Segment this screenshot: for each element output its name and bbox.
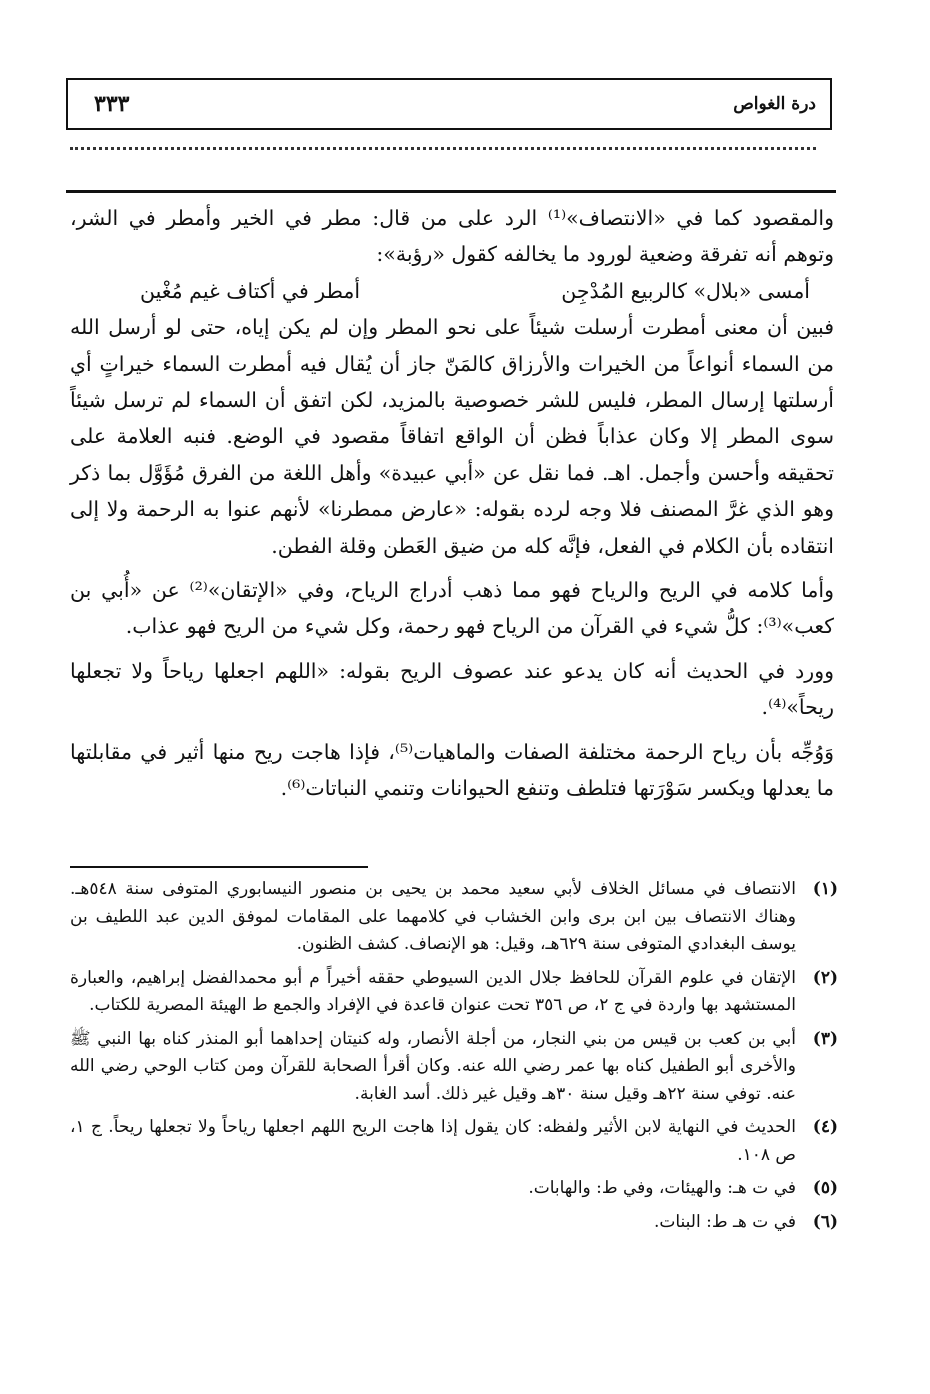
footnotes (70, 876, 838, 1242)
page-number: ٣٣٣ (94, 91, 130, 117)
footnote-item (70, 965, 838, 1020)
verse-second-hemistich: أمطر في أكتاف غيم مُغْين (140, 278, 361, 303)
footnote-text: الانتصاف في مسائل الخلاف لأبي سعيد محمد بن يحيى بن منصور النيسابوري المتوفى سنة ٥٤٨هـ. وهناك الانتصاف بين ابن برى وابن الخشاب في كلامهما على المقامات لموفق الدين عبد اللطيف بن يوسف البغدادي المتوفى سنة ٦٢٩هـ، وقيل: هو الإنصاف. كشف الظنون. (70, 879, 796, 954)
paragraph-3: وأما كلامه في الريح والرياح فهو مما ذهب أدراج الرياح، وفي «الإتقان»⁽²⁾ عن «أُبي بن كعب»⁽³⁾: كلُّ شيء في القرآن من الرياح فهو رحمة، وكل شيء من الريح فهو عذاب. (70, 578, 834, 639)
footnote-text: الإتقان في علوم القرآن للحافظ جلال الدين السيوطي حققه أخيراً م أبو محمدالفضل إبراهيم، والعبارة المستشهد بها واردة في ج ٢، ص ٣٥٦ تحت عنوان قاعدة في الإفراد والجمع ط الهيئة المصرية للكتاب. (70, 967, 796, 1015)
poetry-verse (70, 273, 834, 309)
footnote-number: (٦) (812, 1211, 838, 1232)
dotted-separator (70, 147, 816, 150)
running-header (66, 78, 832, 130)
footnote-number: (٤) (812, 1117, 838, 1137)
footnote-item (70, 1209, 838, 1237)
footnote-item (70, 1026, 838, 1109)
paragraph-4: وورد في الحديث أنه كان يدعو عند عصوف الريح بقوله: «اللهم اجعلها رياحاً ولا تجعلها ريحاً»⁽⁴⁾. (70, 658, 834, 720)
footnote-number: (١) (812, 879, 838, 899)
header-title: درة الغواص (733, 94, 816, 114)
paragraph-1: والمقصود كما في «الانتصاف»⁽¹⁾ الرد على من قال: مطر في الخير وأمطر في الشر، وتوهم أنه تفرقة وضعية لورود ما يخالفه كقول «رؤبة»: (70, 206, 834, 267)
footnote-item (70, 876, 838, 959)
footnote-text: أبي بن كعب بن قيس من بني النجار، من أجلة الأنصار، وله كنيتان إحداهما أبو المنذر كناه بها النبي ﷺ والأخرى أبو الطفيل كناه بها عمر رضي الله عنه. وكان أقرأ الصحابة للقرآن ومن كتاب الوحي رضي الله عنه. توفي سنة ٢٢هـ وقيل سنة ٣٠هـ وقيل غير ذلك. أسد الغابة. (70, 1028, 796, 1104)
footnote-number: (٥) (812, 1178, 838, 1198)
footnote-item (70, 1114, 838, 1169)
paragraph-5: وَوُجِّه بأن رياح الرحمة مختلفة الصفات والماهيات⁽⁵⁾، فإذا هاجت ريح منها أثير في مقابلتها ما يعدلها ويكسر سَوْرَتها فتلطف وتنفع الحيوانات وتنمي النباتات⁽⁶⁾. (70, 739, 834, 801)
footnote-text: في ت هـ: والهيئات، وفي ط: والهابات. (528, 1178, 796, 1198)
paragraph-2: فبين أن معنى أمطرت أرسلت شيئاً على نحو المطر وإن لم يكن إياه، حتى لو أرسل الله من السماء أنواعاً من الخيرات والأرزاق كالمَنّ جاز أن يُقال فيه أمطرت السماء خيراتٍ أي أرسلتها إرسال المطر، فليس للشر خصوصية بالمزيد، لكن اتفق أن السماء لم ترسل شيئاً سوى المطر إلا وكان عذاباً فظن أن الواقع اتفاقاً مقصود في الوضع. فنبه العلامة على تحقيقه وأحسن وأجمل. اهـ. فما نقل عن «أبي عبيدة» وأهل اللغة من الفرق مُؤَوَّل بما ذكر وهو الذي غرَّ المصنف فلا وجه لرده بقوله: «عارض ممطرنا» لأنهم عنوا به الرحمة ولا إلى انتقاده بأن الكلام في الفعل، فإنَّه كله من ضيق العَطن وقلة الفطن. (70, 315, 834, 558)
footnote-number: (٢) (812, 967, 838, 988)
footnote-rule (70, 866, 368, 868)
footnote-text: الحديث في النهاية لابن الأثير ولفظه: كان يقول إذا هاجت الريح اللهم اجعلها رياحاً ولا تجعلها ريحاً. ج ١، ص ١٠٨. (70, 1117, 796, 1165)
footnote-text: في ت هـ ط: البنات. (653, 1211, 796, 1232)
top-rule (66, 190, 836, 193)
footnote-number: (٣) (812, 1028, 838, 1049)
footnote-item (70, 1175, 838, 1203)
verse-first-hemistich: أمسى «بلال» كالربيع المُدْجِن (561, 278, 810, 303)
main-text (70, 200, 834, 807)
